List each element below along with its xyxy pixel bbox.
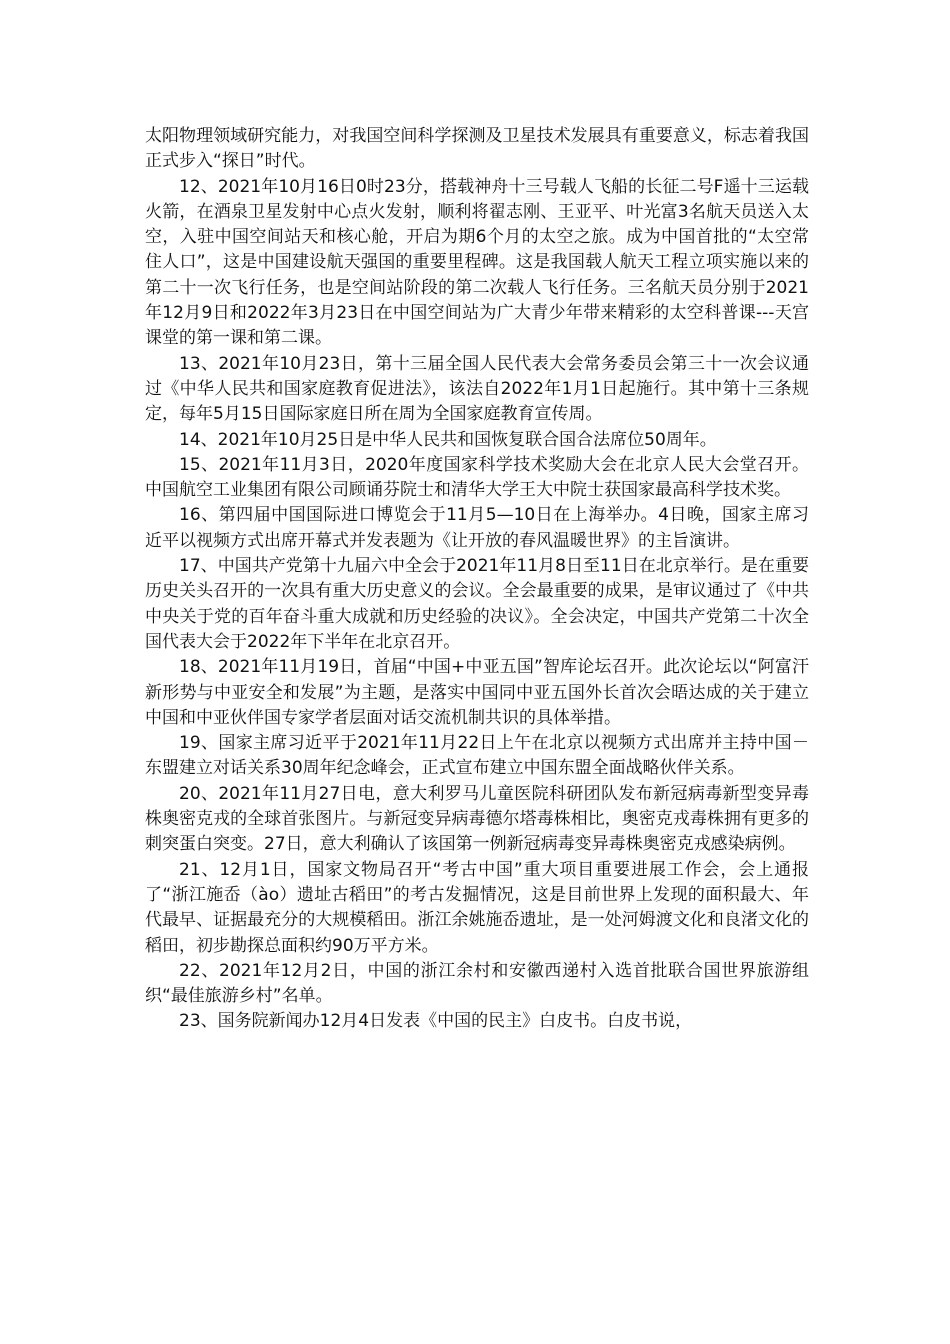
paragraph-item-21: 21、12月1日，国家文物局召开“考古中国”重大项目重要进展工作会，会上通报了“浙江施岙（ào）遗址古稻田”的考古发掘情况，这是目前世界上发现的面积最大、年代最早、证据最充分的大规模稻田。浙江余姚施岙遗址，是一处河姆渡文化和良渚文化的稻田，初步勘探总面积约90万平方米。	[145, 859, 809, 956]
paragraph-item-13: 13、2021年10月23日，第十三届全国人民代表大会常务委员会第三十一次会议通过《中华人民共和国家庭教育促进法》，该法自2022年1月1日起施行。其中第十三条规定，每年5月15日国际家庭日所在周为全国家庭教育宣传周。	[145, 353, 809, 425]
paragraph-item-16: 16、第四届中国国际进口博览会于11月5—10日在上海举办。4日晚，国家主席习近平以视频方式出席开幕式并发表题为《让开放的春风温暖世界》的主旨演讲。	[145, 505, 809, 551]
paragraph-item-12: 12、2021年10月16日0时23分，搭载神舟十三号载人飞船的长征二号F遥十三运载火箭，在酒泉卫星发射中心点火发射，顺利将翟志刚、王亚平、叶光富3名航天员送入太空，入驻中国空间站天和核心舱，开启为期6个月的太空之旅。成为中国首批的“太空常住人口”，这是中国建设航天强国的重要里程碑。这是我国载人航天工程立项实施以来的第二十一次飞行任务，也是空间站阶段的第二次载人飞行任务。三名航天员分别于2021年12月9日和2022年3月23日在中国空间站为广大青少年带来精彩的太空科普课---天宫课堂的第一课和第二课。	[145, 176, 809, 349]
paragraph-item-23: 23、国务院新闻办12月4日发表《中国的民主》白皮书。白皮书说，	[179, 1011, 693, 1032]
paragraph-item-19: 19、国家主席习近平于2021年11月22日上午在北京以视频方式出席并主持中国－东盟建立对话关系30周年纪念峰会，正式宣布建立中国东盟全面战略伙伴关系。	[145, 733, 809, 779]
paragraph-item-14: 14、2021年10月25日是中华人民共和国恢复联合国合法席位50周年。	[179, 429, 717, 450]
paragraph-item-20: 20、2021年11月27日电，意大利罗马儿童医院科研团队发布新冠病毒新型变异毒株奥密克戎的全球首张图片。与新冠变异病毒德尔塔毒株相比，奥密克戎毒株拥有更多的刺突蛋白突变。27日，意大利确认了该国第一例新冠病毒变异毒株奥密克戎感染病例。	[145, 783, 809, 855]
paragraph-item-18: 18、2021年11月19日，首届“中国+中亚五国”智库论坛召开。此次论坛以“阿富汗新形势与中亚安全和发展”为主题，是落实中国同中亚五国外长首次会晤达成的关于建立中国和中亚伙伴国专家学者层面对话交流机制共识的具体举措。	[145, 657, 809, 728]
document-body	[145, 124, 809, 1035]
paragraph-continued: 太阳物理领域研究能力，对我国空间科学探测及卫星技术发展具有重要意义，标志着我国正式步入“探日”时代。	[145, 126, 809, 172]
paragraph-item-15: 15、2021年11月3日，2020年度国家科学技术奖励大会在北京人民大会堂召开。中国航空工业集团有限公司顾诵芬院士和清华大学王大中院士获国家最高科学技术奖。	[145, 454, 809, 501]
paragraph-item-17: 17、中国共产党第十九届六中全会于2021年11月8日至11日在北京举行。是在重要历史关头召开的一次具有重大历史意义的会议。全会最重要的成果，是审议通过了《中共中央关于党的百年奋斗重大成就和历史经验的决议》。全会决定，中国共产党第二十次全国代表大会于2022年下半年在北京召开。	[145, 556, 809, 652]
paragraph-item-22: 22、2021年12月2日，中国的浙江余村和安徽西递村入选首批联合国世界旅游组织“最佳旅游乡村”名单。	[145, 960, 809, 1007]
